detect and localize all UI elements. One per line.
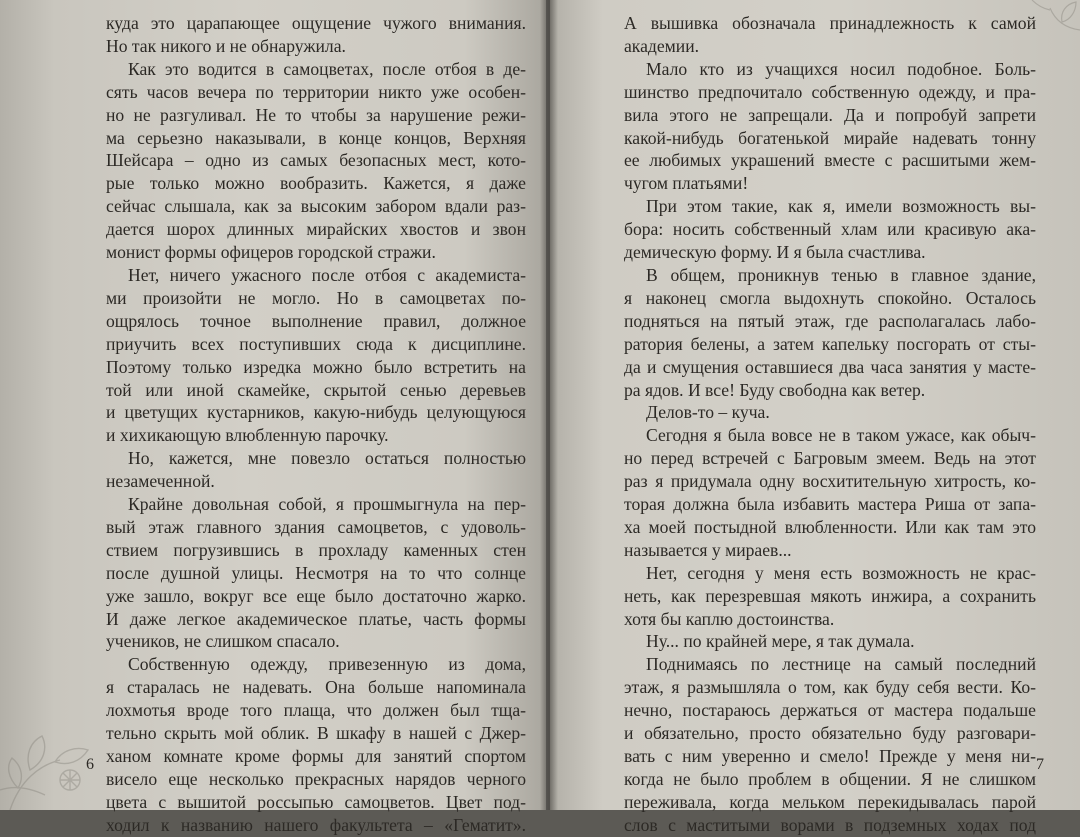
floral-ornament-icon <box>0 670 120 810</box>
text-line: после душной улицы. Несмотря на то что солнце <box>106 562 526 583</box>
text-line: Ну... по крайней мере, я так думала. <box>646 631 915 652</box>
text-line: этаж, я размышляла о том, как буду себя вести. Ко- <box>624 677 1036 698</box>
text-line: ходил к названию нашего факультета – «Гематит». <box>106 814 526 835</box>
text-line: бора: носить собственный хлам или красивую ака- <box>624 219 1036 240</box>
text-line: и цветущих кустарников, какую-нибудь целующуюся <box>106 402 526 423</box>
text-line: какой-нибудь богатенькой мирайе надевать тонну <box>624 127 1036 148</box>
text-line: шинство предпочитало собственную одежду, и пра- <box>624 81 1036 102</box>
text-line: рые только можно вообразить. Кажется, я даже <box>106 173 526 194</box>
text-line: я наконец смогла выдохнуть спокойно. Осталось <box>624 287 1036 308</box>
text-line: Как это водится в самоцветах, после отбоя в де- <box>128 58 526 79</box>
text-line: В общем, проникнув тенью в главное здание, <box>646 264 1036 285</box>
text-line: раз я придумала одну восхитительную хитрость, ко- <box>624 471 1036 492</box>
book-gutter <box>540 0 558 810</box>
text-line: сять часов вечера по территории никто уже особен- <box>106 81 526 102</box>
text-line: ми произойти не могло. Но в самоцветах по- <box>106 287 526 308</box>
text-line: и хихикающую влюбленную парочку. <box>106 425 389 446</box>
right-page-text <box>624 12 1036 837</box>
text-line: Собственную одежду, привезенную из дома, <box>128 654 526 675</box>
page-number-right: 7 <box>1036 756 1044 773</box>
text-line: Поэтому только изредка можно было встретить на <box>106 356 526 377</box>
text-line: вый этаж главного здания самоцветов, с удоволь- <box>106 516 526 537</box>
text-line: да и смущения оставшиеся два часа занятия у масте- <box>624 356 1036 377</box>
text-line: тельно скрыть мой облик. В шкафу в нашей с Джер- <box>106 723 526 744</box>
text-line: Но, кажется, мне повезло остаться полностью <box>128 448 526 469</box>
text-line: неть, как перезревшая мякоть инжира, а сохранить <box>624 585 1036 606</box>
text-line: но перед встречей с Багровым змеем. Ведь на этот <box>624 448 1036 469</box>
text-line: я старалась не надевать. Она больше напоминала <box>106 677 526 698</box>
text-line: слов с маститыми ворами в подземных ходах под <box>624 814 1036 835</box>
text-line: монист формы офицеров городской стражи. <box>106 242 436 263</box>
text-line: ее любимых украшений вместе с расшитыми жем- <box>624 150 1036 171</box>
text-line: называется у мираев... <box>624 539 792 560</box>
text-line: При этом такие, как я, имели возможность вы- <box>646 196 1036 217</box>
text-line: А вышивка обозначала принадлежность к самой <box>624 13 1036 33</box>
text-line: ха моей постыдной влюбленности. Или как там это <box>624 516 1036 537</box>
text-line: ра ядов. И все! Буду свободна как ветер. <box>624 379 926 400</box>
text-line: дается шорох длинных мирайских хвостов и звон <box>106 219 526 240</box>
text-line: демическую форму. И я была счастлива. <box>624 242 926 263</box>
text-line: Мало кто из учащихся носил подобное. Боль- <box>646 58 1036 79</box>
text-line: Делов-то – куча. <box>646 402 770 423</box>
text-line: сейчас слышала, как за высоким забором вдали раз- <box>106 196 526 217</box>
text-line: подняться на пятый этаж, где располагалась лабо- <box>624 310 1036 331</box>
floral-ornament-icon <box>1010 0 1080 40</box>
left-page-text <box>106 12 526 837</box>
text-line: учеников, не слишком спасало. <box>106 631 340 652</box>
text-line: торая должна была избавить мастера Риша от запа- <box>624 494 1036 515</box>
text-line: лохмотья вроде того плаща, что должен был тща- <box>106 700 526 721</box>
text-line: куда это царапающее ощущение чужого внимания. <box>106 13 526 33</box>
text-line: хотя бы каплю достоинства. <box>624 608 835 629</box>
text-line: ратория белены, а затем капельку посгорать от сты- <box>624 333 1036 354</box>
text-line: висело еще несколько прекрасных нарядов черного <box>106 768 526 789</box>
text-line: цвета с вышитой россыпью самоцветов. Цвет под- <box>106 791 526 812</box>
text-line: И даже легкое академическое платье, часть формы <box>106 608 526 629</box>
text-line: незамеченной. <box>106 471 215 492</box>
text-line: вать с ним уверенно и смело! Прежде у меня ни- <box>624 746 1036 766</box>
text-line: ма серьезно наказывали, в конце концов, Верхняя <box>106 127 526 148</box>
text-line: чугом платьями! <box>624 173 749 194</box>
text-line: уже зашло, вокруг все еще было достаточно жарко. <box>106 585 526 606</box>
text-line: Шейсара – одно из самых безопасных мест, кото- <box>106 150 526 171</box>
text-line: Нет, ничего ужасного после отбоя с академиста- <box>128 264 526 285</box>
text-line: приучить всех поступивших сюда к дисциплине. <box>106 333 526 354</box>
right-page <box>550 0 1080 835</box>
page-number-left: 6 <box>86 756 94 773</box>
text-line: Сегодня я была вовсе не в таком ужасе, как обыч- <box>646 425 1036 446</box>
text-line: академии. <box>624 35 700 56</box>
text-line: той или иной скамейке, скрытой сенью деревьев <box>106 379 526 400</box>
text-line: Нет, сегодня у меня есть возможность не крас- <box>646 562 1036 583</box>
text-line: ствием погрузившись в прохладу каменных стен <box>106 539 526 560</box>
text-line: вила этого не запрещали. Да и попробуй запрети <box>624 104 1036 125</box>
text-line: Поднимаясь по лестнице на самый последний <box>646 654 1036 675</box>
text-line: ханом комнате кроме формы для занятий спортом <box>106 746 526 766</box>
text-line: Но так никого и не обнаружила. <box>106 35 346 56</box>
text-line: когда не было проблем в общении. Я не слишком <box>624 768 1036 789</box>
text-line: переживала, когда мельком перекидывалась парой <box>624 791 1036 812</box>
text-line: Крайне довольная собой, я прошмыгнула на пер- <box>128 494 526 515</box>
text-line: но не разгуливал. Не то чтобы за нарушение режи- <box>106 104 526 125</box>
text-line: ощрялось точное выполнение правил, должное <box>106 310 526 331</box>
text-line: и обязательно, просто обязательно буду разговари- <box>624 723 1036 744</box>
text-line: нечно, постараюсь держаться от мастера подальше <box>624 700 1036 721</box>
